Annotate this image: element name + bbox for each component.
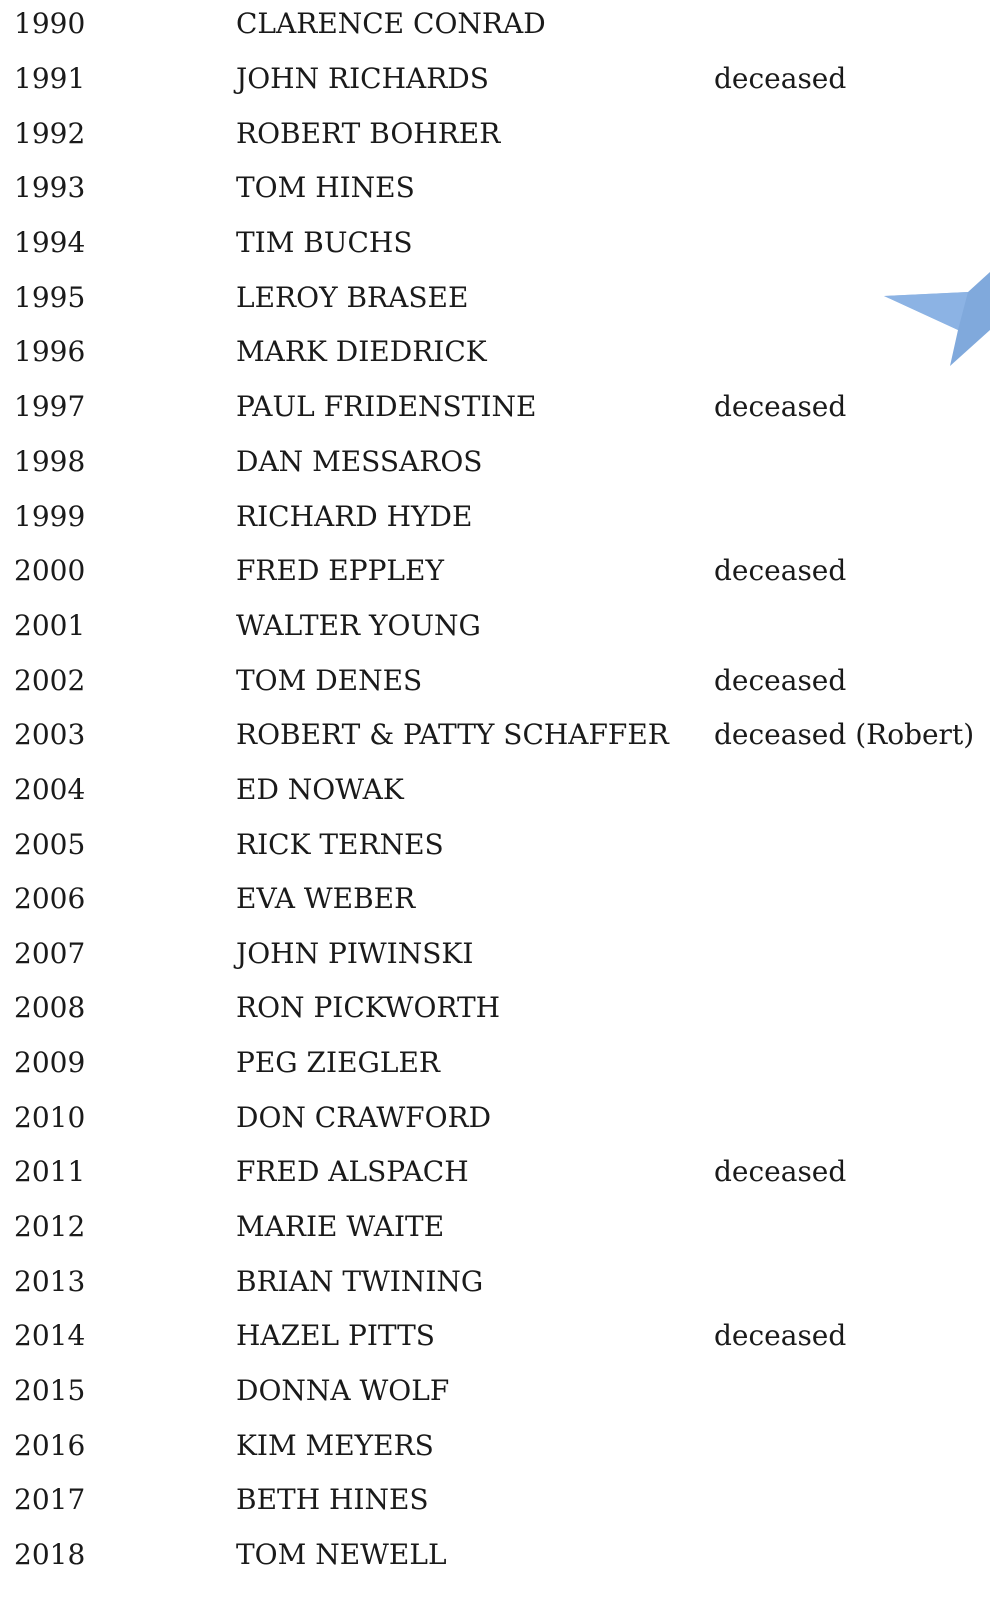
honoree-name: JOHN RICHARDS	[236, 62, 489, 95]
year: 1993	[14, 171, 86, 204]
honoree-name: EVA WEBER	[236, 882, 416, 915]
honoree-name: RON PICKWORTH	[236, 991, 501, 1024]
year: 1998	[14, 445, 86, 478]
year: 2009	[14, 1046, 86, 1079]
year: 2010	[14, 1101, 86, 1134]
list-item	[0, 332, 990, 372]
list-item	[0, 1480, 990, 1520]
honoree-name: DAN MESSAROS	[236, 445, 483, 478]
honoree-name: RICHARD HYDE	[236, 500, 473, 533]
list-item	[0, 1262, 990, 1302]
year: 2014	[14, 1319, 86, 1352]
list-item	[0, 168, 990, 208]
honoree-name: MARK DIEDRICK	[236, 335, 487, 368]
honoree-name: KIM MEYERS	[236, 1429, 434, 1462]
year: 2007	[14, 937, 86, 970]
honoree-name: FRED EPPLEY	[236, 554, 444, 587]
honoree-name: HAZEL PITTS	[236, 1319, 435, 1352]
year: 2013	[14, 1265, 86, 1298]
honoree-name: BRIAN TWINING	[236, 1265, 484, 1298]
year: 1992	[14, 117, 86, 150]
list-item	[0, 1043, 990, 1083]
year: 2001	[14, 609, 86, 642]
year: 2016	[14, 1429, 86, 1462]
list-item	[0, 879, 990, 919]
list-item	[0, 114, 990, 154]
list-item	[0, 934, 990, 974]
honoree-name: WALTER YOUNG	[236, 609, 481, 642]
year: 2003	[14, 718, 86, 751]
honoree-name: JOHN PIWINSKI	[236, 937, 474, 970]
list-item	[0, 223, 990, 263]
honoree-name: TOM DENES	[236, 664, 423, 697]
honoree-name: DONNA WOLF	[236, 1374, 450, 1407]
list-item	[0, 715, 990, 755]
list-item	[0, 1152, 990, 1192]
list-item	[0, 4, 990, 44]
list-item	[0, 1207, 990, 1247]
list-item	[0, 1426, 990, 1466]
honoree-name: DON CRAWFORD	[236, 1101, 492, 1134]
list-item	[0, 497, 990, 537]
list-item	[0, 278, 990, 318]
year: 2002	[14, 664, 86, 697]
year: 1990	[14, 7, 86, 40]
status-note: deceased	[714, 1319, 847, 1352]
list-item	[0, 606, 990, 646]
status-note: deceased	[714, 664, 847, 697]
honoree-name: PAUL FRIDENSTINE	[236, 390, 537, 423]
year: 2018	[14, 1538, 86, 1571]
list-item	[0, 770, 990, 810]
list-item	[0, 1371, 990, 1411]
status-note: deceased (Robert)	[714, 718, 975, 751]
status-note: deceased	[714, 554, 847, 587]
list-item	[0, 551, 990, 591]
list-item	[0, 59, 990, 99]
list-item	[0, 825, 990, 865]
status-note: deceased	[714, 390, 847, 423]
honoree-name: TOM NEWELL	[236, 1538, 447, 1571]
honoree-name: LEROY BRASEE	[236, 281, 469, 314]
honoree-name: PEG ZIEGLER	[236, 1046, 440, 1079]
year: 1999	[14, 500, 86, 533]
year: 2017	[14, 1483, 86, 1516]
status-note: deceased	[714, 1155, 847, 1188]
honoree-name: ED NOWAK	[236, 773, 404, 806]
honoree-name: ROBERT BOHRER	[236, 117, 501, 150]
list-item	[0, 1316, 990, 1356]
list-item	[0, 1535, 990, 1575]
status-note: deceased	[714, 62, 847, 95]
honoree-name: ROBERT & PATTY SCHAFFER	[236, 718, 669, 751]
star-icon	[880, 270, 990, 380]
list-item	[0, 442, 990, 482]
list-item	[0, 661, 990, 701]
year: 2005	[14, 828, 86, 861]
year: 2011	[14, 1155, 86, 1188]
list-item	[0, 387, 990, 427]
list-item	[0, 1098, 990, 1138]
year: 1991	[14, 62, 86, 95]
year: 1995	[14, 281, 86, 314]
year: 2004	[14, 773, 86, 806]
year: 2008	[14, 991, 86, 1024]
year: 2015	[14, 1374, 86, 1407]
honoree-name: TOM HINES	[236, 171, 415, 204]
year: 2006	[14, 882, 86, 915]
year: 2000	[14, 554, 86, 587]
year: 1994	[14, 226, 86, 259]
honoree-name: TIM BUCHS	[236, 226, 413, 259]
honoree-name: BETH HINES	[236, 1483, 429, 1516]
year: 1996	[14, 335, 86, 368]
honoree-name: RICK TERNES	[236, 828, 444, 861]
year: 2012	[14, 1210, 86, 1243]
year: 1997	[14, 390, 86, 423]
honoree-name: MARIE WAITE	[236, 1210, 445, 1243]
honoree-name: CLARENCE CONRAD	[236, 7, 546, 40]
list-item	[0, 988, 990, 1028]
honoree-name: FRED ALSPACH	[236, 1155, 469, 1188]
